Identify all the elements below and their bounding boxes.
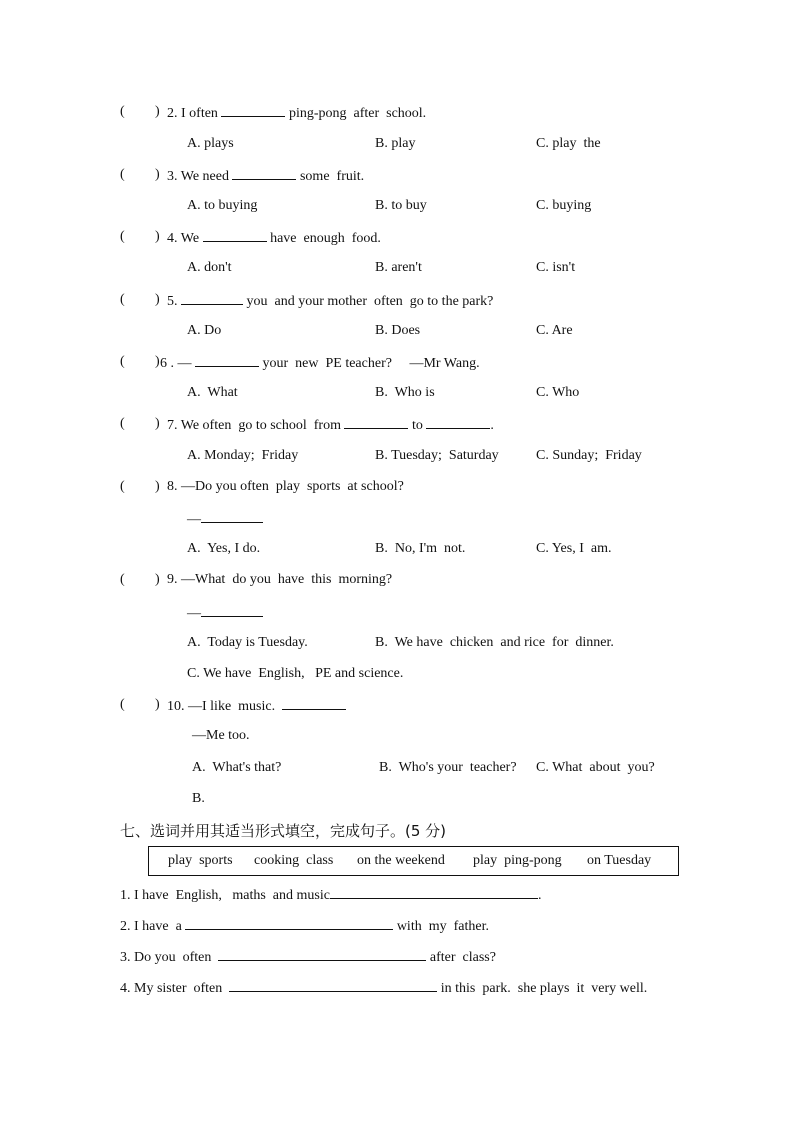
- answer-paren-open: (: [120, 572, 125, 587]
- answer-paren-open: (: [120, 292, 125, 307]
- option-b[interactable]: B. Who's your teacher?: [379, 760, 517, 775]
- fill-sentence-1: 1. I have English, maths and music .: [120, 888, 542, 903]
- answer-blank[interactable]: [344, 416, 408, 429]
- answer-blank[interactable]: [201, 604, 263, 617]
- answer-paren-open: (: [120, 167, 125, 182]
- option-a[interactable]: A. What: [187, 385, 238, 400]
- option-a[interactable]: A. to buying: [187, 198, 258, 213]
- option-b[interactable]: B. We have chicken and rice for dinner.: [375, 635, 614, 650]
- word-bank-item: play sports: [168, 853, 233, 868]
- answer-blank[interactable]: [195, 354, 259, 367]
- option-b[interactable]: B. play: [375, 136, 416, 151]
- answer-paren-open: (: [120, 229, 125, 244]
- answer-paren-open: (: [120, 697, 125, 712]
- question-6: 6 . — your new PE teacher? —Mr Wang.: [160, 356, 480, 371]
- answer-line: —: [187, 604, 263, 622]
- answer-paren-close: ): [155, 416, 160, 431]
- option-a[interactable]: A. What's that?: [192, 760, 282, 775]
- answer-blank[interactable]: [330, 886, 538, 899]
- question-9: 9. —What do you have this morning?: [167, 572, 393, 587]
- answer-paren-close: ): [155, 697, 160, 712]
- option-c[interactable]: C. Are: [536, 323, 573, 338]
- answer-blank[interactable]: [426, 416, 490, 429]
- answer-blank[interactable]: [232, 167, 296, 180]
- fill-sentence-3: 3. Do you often after class?: [120, 950, 496, 965]
- answer-paren-close: ): [155, 229, 160, 244]
- option-a[interactable]: A. don't: [187, 260, 232, 275]
- option-b[interactable]: B. to buy: [375, 198, 427, 213]
- answer-paren-open: (: [120, 479, 125, 494]
- option-c[interactable]: C. Sunday; Friday: [536, 448, 642, 463]
- option-c[interactable]: C. play the: [536, 136, 601, 151]
- option-c[interactable]: C. What about you?: [536, 760, 655, 775]
- option-b[interactable]: B. Does: [375, 323, 421, 338]
- option-a[interactable]: A. plays: [187, 136, 234, 151]
- fill-sentence-4: 4. My sister often in this park. she plays it very well.: [120, 981, 648, 996]
- answer-paren-open: (: [120, 416, 125, 431]
- answer-paren-close: ): [155, 354, 160, 369]
- option-c[interactable]: C. isn't: [536, 260, 576, 275]
- answer-paren-open: (: [120, 354, 125, 369]
- question-7: 7. We often go to school from to .: [167, 418, 494, 433]
- option-a[interactable]: A. Today is Tuesday.: [187, 635, 308, 650]
- answer-paren-close: ): [155, 572, 160, 587]
- word-bank-box: [148, 846, 679, 876]
- answer-blank[interactable]: [221, 104, 285, 117]
- word-bank-item: cooking class: [254, 853, 334, 868]
- option-c[interactable]: C. Yes, I am.: [536, 541, 612, 556]
- answer-blank[interactable]: [185, 917, 393, 930]
- question-5: 5. you and your mother often go to the park?: [167, 294, 494, 309]
- answer-line: —: [187, 510, 263, 528]
- reply-text: —Me too.: [192, 728, 250, 743]
- answer-paren-close: ): [155, 479, 160, 494]
- answer-blank[interactable]: [282, 697, 346, 710]
- answer-paren-close: ): [155, 292, 160, 307]
- word-bank-item: play ping-pong: [473, 853, 562, 868]
- option-a[interactable]: A. Do: [187, 323, 222, 338]
- answer-paren-close: ): [155, 104, 160, 119]
- option-b-repeat[interactable]: B.: [192, 791, 205, 806]
- option-b[interactable]: B. No, I'm not.: [375, 541, 466, 556]
- option-b[interactable]: B. Who is: [375, 385, 435, 400]
- option-c[interactable]: C. Who: [536, 385, 580, 400]
- question-8: 8. —Do you often play sports at school?: [167, 479, 404, 494]
- section-title: 七、选词并用其适当形式填空，完成句子。(5 分): [120, 822, 447, 840]
- answer-paren-close: ): [155, 167, 160, 182]
- option-b[interactable]: B. aren't: [375, 260, 422, 275]
- question-10: 10. —I like music.: [167, 697, 346, 715]
- answer-paren-open: (: [120, 104, 125, 119]
- answer-blank[interactable]: [203, 229, 267, 242]
- answer-blank[interactable]: [181, 292, 243, 305]
- option-b[interactable]: B. Tuesday; Saturday: [375, 448, 499, 463]
- answer-blank[interactable]: [218, 948, 426, 961]
- option-c[interactable]: C. We have English, PE and science.: [187, 666, 404, 681]
- word-bank-item: on Tuesday: [587, 853, 652, 868]
- word-bank-item: on the weekend: [357, 853, 445, 868]
- question-2: 2. I often ping-pong after school.: [167, 106, 427, 121]
- option-c[interactable]: C. buying: [536, 198, 592, 213]
- fill-sentence-2: 2. I have a with my father.: [120, 919, 489, 934]
- question-3: 3. We need some fruit.: [167, 169, 365, 184]
- option-a[interactable]: A. Monday; Friday: [187, 448, 299, 463]
- answer-blank[interactable]: [201, 510, 263, 523]
- question-4: 4. We have enough food.: [167, 231, 381, 246]
- answer-blank[interactable]: [229, 979, 437, 992]
- option-a[interactable]: A. Yes, I do.: [187, 541, 261, 556]
